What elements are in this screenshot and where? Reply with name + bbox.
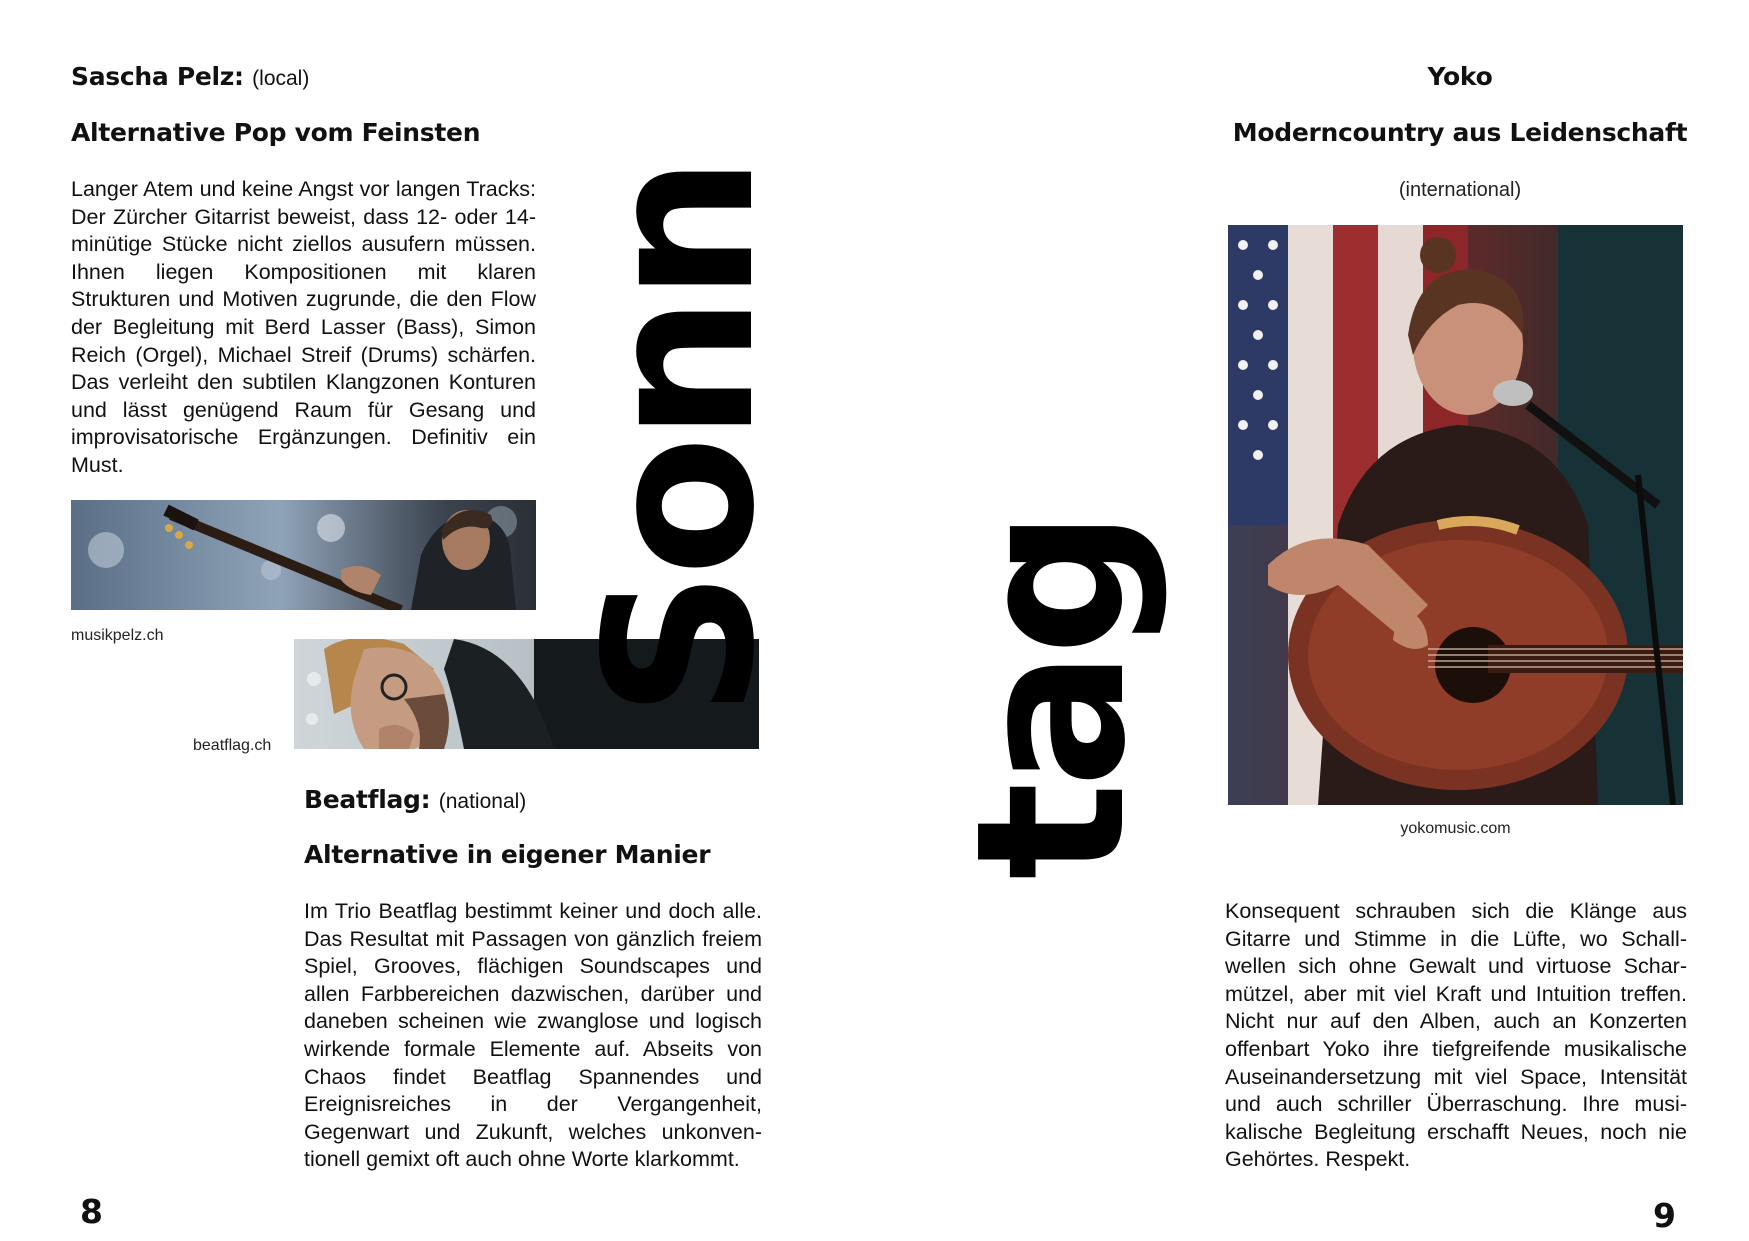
headline-moderncountry: Moderncountry aus Leidenschaft xyxy=(1232,118,1688,147)
artist-name-sascha-pelz xyxy=(71,62,309,91)
article-body-yoko: Konsequent schrauben sich die Klänge aus Gitarre und Stimme in die Lüfte, wo Schallwellen sich ohne Gewalt und virtuose Scharmützel, aber mit viel Kraft und Intuition treffen. Nicht nur auf den Alben, auch an Konzerten offenbart Yoko ihre tiefgreifende musikalische Auseinandersetzung mit viel Space, Intensität und auch schriller Überraschung. Ihre musikalische Begleitung erschafft Neues, noch nie Gehörtes. Respekt. xyxy=(1225,899,1687,1172)
page-number-left: 8 xyxy=(80,1192,103,1231)
headline-alternative-manier: Alternative in eigener Manier xyxy=(304,840,711,869)
caption-musikpelz: musikpelz.ch xyxy=(71,627,164,644)
vertical-word-tag: tag xyxy=(933,514,1171,880)
artist-scope-label: (international) xyxy=(1398,179,1522,201)
artist-scope-label: (local) xyxy=(252,67,310,90)
article-body-beatflag: Im Trio Beatflag bestimmt keiner und doch alle. Das Resultat mit Passagen von gänzlich freiem Spiel, Grooves, flächigen Soundscapes und allen Farbbereichen dazwischen, darüber und daneben scheinen wie zwanglose und logisch wirkende formale Elemente auf. Abseits von Chaos findet Beatflag Spannendes und Ereignisreiches in der Vergangenheit, Gegenwart und Zukunft, welches unkonventionell gemixt oft auch ohne Worte klarkommt. xyxy=(304,899,762,1172)
artist-name-beatflag xyxy=(304,785,526,814)
vertical-word-sonn: Sonn xyxy=(562,161,800,718)
photo-yoko xyxy=(1228,225,1683,805)
artist-name-yoko: Yoko xyxy=(1427,62,1493,91)
artist-scope-label: (national) xyxy=(438,790,527,813)
page-number-right: 9 xyxy=(1653,1196,1676,1235)
article-body-sascha-pelz: Langer Atem und keine Angst vor langen Tracks: Der Zürcher Gitarrist beweist, dass 12- oder 14-minütige Stücke nicht ziellos ausufern müssen. Ihnen liegen Kompositionen mit klaren Strukturen und Motiven zugrunde, die den Flow der Begleitung mit Berd Lasser (Bass), Simon Reich (Orgel), Michael Streif (Drums) schärfen. Das verleiht den subtilen Klangzonen Konturen und lässt genügend Raum für Gesang und improvisatorische Ergänzungen. Definitiv ein Must. xyxy=(71,177,536,477)
artist-name-text: Beatflag: xyxy=(304,785,431,814)
caption-beatflag: beatflag.ch xyxy=(193,737,272,754)
photo-sascha-pelz xyxy=(71,500,536,610)
headline-alternative-pop: Alternative Pop vom Feinsten xyxy=(71,118,481,147)
caption-yokomusic: yokomusic.com xyxy=(1400,820,1511,837)
artist-name-text: Sascha Pelz: xyxy=(71,62,244,91)
